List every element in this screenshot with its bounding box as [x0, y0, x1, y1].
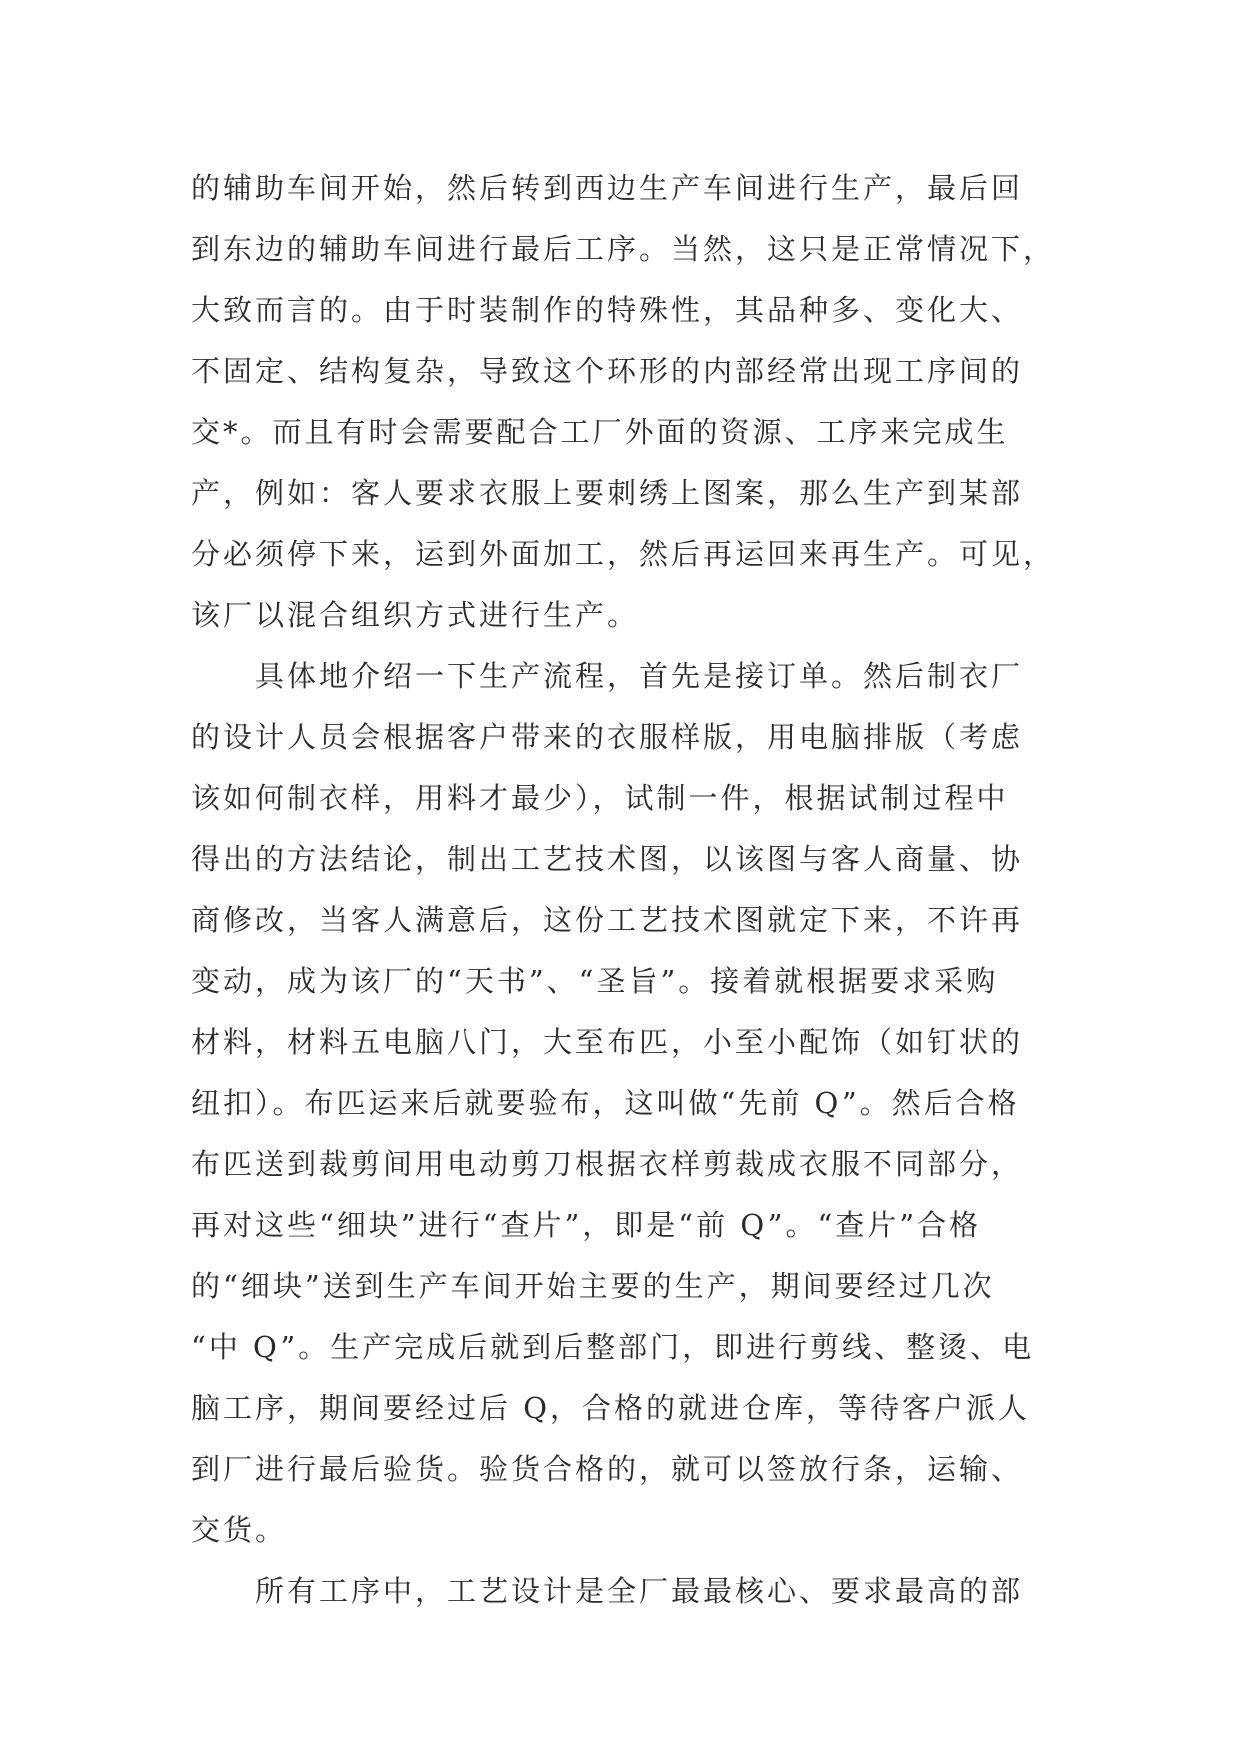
text-line: 再对这些“细块”进行“查片”，即是“前 Q”。“查片”合格 — [191, 1208, 982, 1242]
text-line: 分必须停下来，运到外面加工，然后再运回来再生产。可见， — [191, 537, 1056, 571]
text-line: 变动，成为该厂的“天书”、“圣旨”。接着就根据要求采购 — [191, 964, 999, 998]
text-line: 纽扣）。布匹运来后就要验布，这叫做“先前 Q”。然后合格 — [191, 1086, 1020, 1120]
paragraph — [191, 158, 1071, 646]
text-line: 的设计人员会根据客户带来的衣服样版，用电脑排版（考虑 — [191, 720, 1024, 754]
text-line: 脑工序，期间要经过后 Q，合格的就进仓库，等待客户派人 — [191, 1391, 1030, 1425]
text-line: 交*。而且有时会需要配合工厂外面的资源、工序来完成生 — [191, 415, 1009, 449]
text-line: 到东边的辅助车间进行最后工序。当然，这只是正常情况下， — [191, 232, 1056, 266]
text-line: 交货。 — [191, 1513, 288, 1547]
text-line: 的“细块”送到生产车间开始主要的生产，期间要经过几次 — [191, 1269, 995, 1303]
text-line: 布匹送到裁剪间用电动剪刀根据衣样剪裁成衣服不同部分， — [191, 1147, 1024, 1181]
text-line: 商修改，当客人满意后，这份工艺技术图就定下来，不许再 — [191, 903, 1024, 937]
text-line: 所有工序中，工艺设计是全厂最最核心、要求最高的部 — [255, 1574, 1024, 1608]
text-line: “中 Q”。生产完成后就到后整部门，即进行剪线、整烫、电 — [191, 1330, 1035, 1364]
text-line: 具体地介绍一下生产流程，首先是接订单。然后制衣厂 — [255, 659, 1024, 693]
text-line: 产，例如：客人要求衣服上要刺绣上图案，那么生产到某部 — [191, 476, 1024, 510]
paragraph — [191, 1561, 1071, 1622]
text-line: 到厂进行最后验货。验货合格的，就可以签放行条，运输、 — [191, 1452, 1024, 1486]
text-line: 得出的方法结论，制出工艺技术图，以该图与客人商量、协 — [191, 842, 1024, 876]
text-line: 大致而言的。由于时装制作的特殊性，其品种多、变化大、 — [191, 293, 1024, 327]
body-text — [191, 158, 1071, 1622]
text-line: 该厂以混合组织方式进行生产。 — [191, 598, 640, 632]
text-line: 的辅助车间开始，然后转到西边生产车间进行生产，最后回 — [191, 171, 1024, 205]
text-line: 该如何制衣样，用料才最少），试制一件，根据试制过程中 — [191, 781, 1009, 815]
text-line: 不固定、结构复杂，导致这个环形的内部经常出现工序间的 — [191, 354, 1024, 388]
paragraph — [191, 646, 1071, 1561]
text-line: 材料，材料五电脑八门，大至布匹，小至小配饰（如钉状的 — [191, 1025, 1024, 1059]
